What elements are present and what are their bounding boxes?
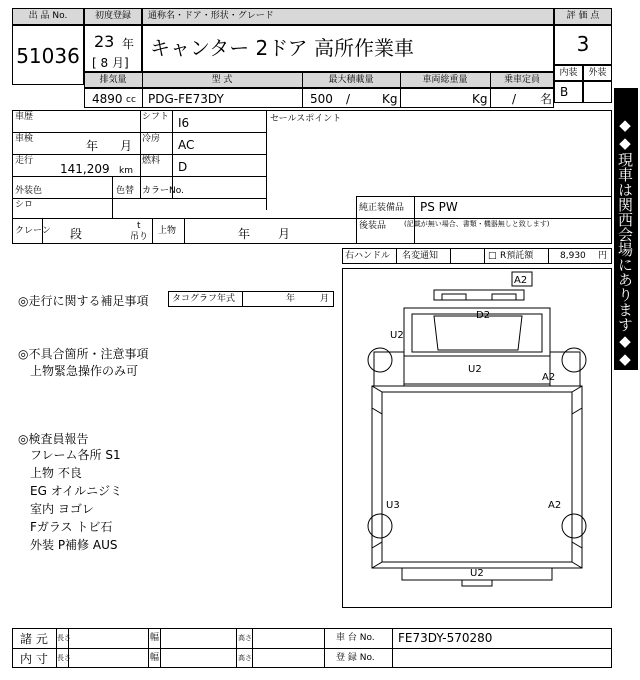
truck-outline-diagram [342,268,612,608]
driving-notes-title: ◎走行に関する補足事項 [18,294,149,308]
score-label: 評 価 点 [566,11,600,21]
color-code-label: カラーNo. [142,186,184,196]
year-unit: 年 [122,37,135,51]
interior-label: 内装 [559,68,578,78]
upper-label: 上物 [158,226,177,236]
mark-a2-rear: A2 [548,500,562,511]
mark-a2-top: A2 [514,275,528,286]
model-value: PDG-FE73DY [148,92,224,106]
exterior-grade-cell [583,81,612,103]
recycle-deposit-unit: 円 [598,251,608,261]
fuel-label: 燃料 [142,156,161,166]
recycle-deposit-value: 8,930 [560,251,586,261]
name-label: 通称名・ドア・形状・グレード [148,11,274,21]
aftermarket-label: 後装品 [359,221,387,231]
history-label: 車歴 [15,112,34,122]
height-label: 高さ [238,634,252,642]
side-notice-text: ◆◆現車は関西会場にあります◆◆ [616,116,634,368]
inspection-month-unit: 月 [120,139,133,153]
mark-u3: U3 [386,500,400,511]
crane-ton-unit: t [137,221,141,231]
inspection-year-unit: 年 [86,139,99,153]
displacement-value: 4890 [92,92,123,106]
vehicle-name: キャンター 2ドア 高所作業車 [150,36,415,60]
upper-year-unit: 年 [238,227,251,241]
color-change-label: 色替 [116,186,135,196]
interior-grade-cell [554,81,583,103]
mileage-unit: km [119,166,133,176]
first-reg-year: 23 [94,32,115,51]
mark-d2: D2 [476,310,491,321]
length-label: 長さ [57,634,71,642]
mark-u2-left: U2 [390,330,404,341]
capacity-label: 乗車定員 [503,75,540,85]
mark-a2-right: A2 [542,372,556,383]
fuel-value: D [178,160,188,174]
first-reg-month: [ 8 月] [92,56,129,70]
width-label-inner: 幅 [150,653,160,663]
recycle-deposit-label: R預託額 [500,251,534,261]
ac-value: AC [178,138,195,152]
right-hand-drive: 右ハンドル [345,251,391,261]
inspection-label: 車検 [15,134,34,144]
shift-value: I6 [178,116,190,130]
registration-label: 登 録 No. [336,653,375,663]
inspector-line: 室内 ヨゴレ [30,502,94,516]
height-label-inner: 高さ [238,654,252,662]
spec-dimensions-label: 諸 元 [20,632,48,646]
name-change-notice-label: 名変通知 [402,251,439,261]
inspector-line: Fガラス トビ石 [30,520,113,534]
crane-label: クレーン [15,226,51,236]
chassis-label: 車 台 No. [336,633,375,643]
inspector-title: ◎検査員報告 [18,432,89,446]
model-label: 型 式 [211,75,233,85]
lot-label: 出 品 No. [28,11,68,21]
displacement-label: 排気量 [99,75,127,85]
ac-label: 冷房 [142,134,161,144]
standard-equipment-value: PS PW [420,200,458,214]
lot-number: 51036 [16,44,80,68]
exterior-label: 外装 [588,68,607,78]
displacement-unit: cc [126,95,136,105]
max-load-label: 最大積載量 [328,75,374,85]
inner-dimensions-label: 内 寸 [20,652,48,666]
max-load-separator: / [346,92,351,106]
shift-label: シフト [142,112,170,122]
inspector-line: フレーム各所 S1 [30,448,121,462]
mark-u2-center: U2 [468,364,482,375]
mark-u2-bottom: U2 [470,568,484,579]
width-label: 幅 [150,633,160,643]
interior-grade: B [560,85,569,99]
gross-weight-unit: Kg [472,92,488,106]
standard-equipment-label: 純正装備品 [359,203,405,213]
defect-title: ◎不具合箇所・注意事項 [18,347,149,361]
tacho-label: タコグラフ年式 [172,294,236,304]
crane-lift-unit: 吊り [130,232,149,242]
inspector-line: 外装 P補修 AUS [30,538,118,552]
color-value: シロ [15,200,34,210]
defect-text: 上物緊急操作のみ可 [30,364,139,378]
max-load-value: 500 [310,92,333,106]
mileage-value: 141,209 [60,162,110,176]
mileage-label: 走行 [15,156,34,166]
score-value: 3 [576,32,590,56]
first-reg-label: 初度登録 [94,11,131,21]
gross-weight-label: 車両総重量 [422,75,468,85]
capacity-unit: 名 [540,92,553,106]
inspector-line: EG オイルニジミ [30,484,123,498]
chassis-number: FE73DY-570280 [398,631,493,645]
color-label: 外装色 [15,186,43,196]
upper-month-unit: 月 [278,227,291,241]
sales-point-label: セールスポイント [270,114,342,124]
tacho-year-unit: 年 [286,294,296,304]
crane-step-unit: 段 [70,227,83,241]
max-load-unit: Kg [382,92,398,106]
inspector-line: 上物 不良 [30,466,82,480]
length-label-inner: 長さ [57,654,71,662]
capacity-separator: / [512,92,517,106]
tacho-month-unit: 月 [320,294,330,304]
aftermarket-note: (記載が無い場合、書類・機器無しと致します) [404,220,550,228]
notice-checkbox: □ [488,251,497,261]
